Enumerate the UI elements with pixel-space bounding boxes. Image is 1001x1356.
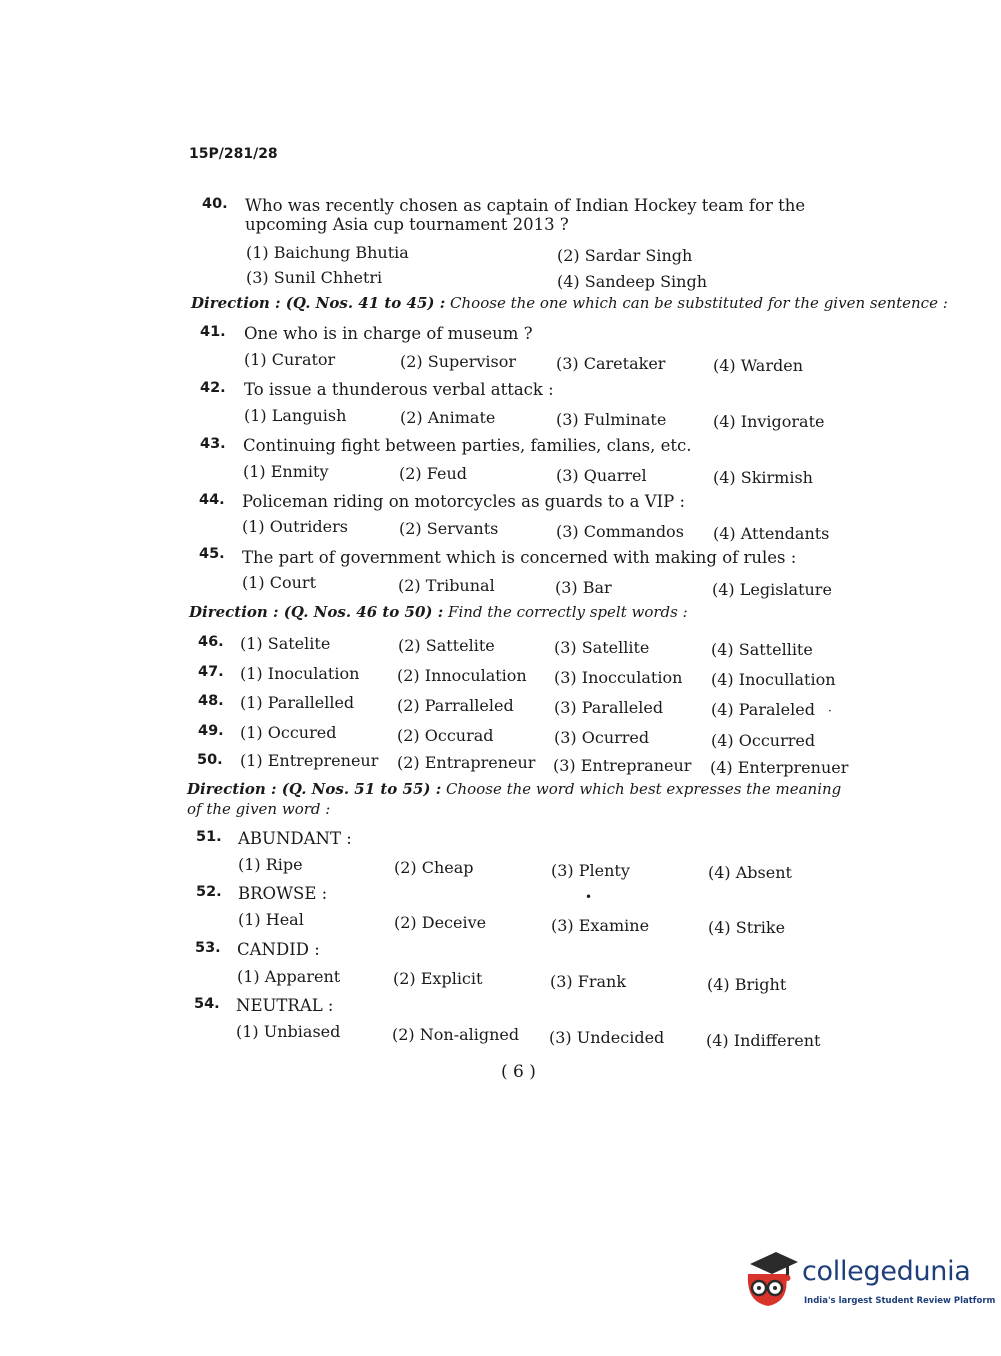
collegedunia-watermark xyxy=(742,1250,996,1320)
option: (2) Explicit xyxy=(393,969,483,988)
option: (1) Baichung Bhutia xyxy=(246,243,409,262)
question-number: 45. xyxy=(199,546,225,562)
question-text: Who was recently chosen as captain of Indian Hockey team for the upcoming Asia cup tournament 2013 ? xyxy=(245,196,806,234)
direction-text: Choose the one which can be substituted for the given sentence : xyxy=(450,294,948,312)
option: (4) Skirmish xyxy=(713,468,813,487)
option: (4) Sattellite xyxy=(711,640,813,659)
option: (1) Entrepreneur xyxy=(240,751,379,770)
option: (2) Non-aligned xyxy=(392,1025,520,1044)
option: (1) Parallelled xyxy=(240,693,355,712)
option: (1) Languish xyxy=(244,406,347,425)
option: (4) Attendants xyxy=(713,524,830,543)
option: (1) Ripe xyxy=(238,855,303,874)
option: (3) Commandos xyxy=(556,522,684,541)
question-number: 48. xyxy=(198,693,224,709)
option: (2) Sardar Singh xyxy=(557,246,693,265)
option: (1) Court xyxy=(242,573,317,592)
question-number: 53. xyxy=(195,940,221,956)
option: (2) Occurad xyxy=(397,726,494,745)
option: (3) Plenty xyxy=(551,861,630,880)
question-text: NEUTRAL : xyxy=(236,996,334,1015)
direction xyxy=(187,779,857,819)
option: (3) Entrepraneur xyxy=(553,756,692,775)
option: (2) Parralleled xyxy=(397,696,514,715)
question-number: 51. xyxy=(196,829,222,845)
question-number: 49. xyxy=(198,723,224,739)
option: (3) Frank xyxy=(550,972,627,991)
option: (2) Cheap xyxy=(394,858,474,877)
option: (1) Unbiased xyxy=(236,1022,341,1041)
question-text: CANDID : xyxy=(237,940,320,959)
option: (3) Examine xyxy=(551,916,650,935)
option: (2) Innoculation xyxy=(397,666,527,685)
option: (3) Paralleled xyxy=(554,698,664,717)
option: (1) Curator xyxy=(244,350,336,369)
option: (3) Satellite xyxy=(554,638,650,657)
option: (2) Deceive xyxy=(394,913,487,932)
question-text: The part of government which is concerned with making of rules : xyxy=(242,548,797,567)
option: (4) Warden xyxy=(713,356,804,375)
question-text: To issue a thunderous verbal attack : xyxy=(244,380,554,399)
option: (1) Occured xyxy=(240,723,337,742)
question-text: ABUNDANT : xyxy=(238,829,352,848)
option: (1) Outriders xyxy=(242,517,348,536)
option: (4) Inocullation xyxy=(711,670,836,689)
direction-label: Direction : (Q. Nos. 46 to 50) : xyxy=(189,603,444,621)
option: (3) Bar xyxy=(555,578,612,597)
option: (3) Sunil Chhetri xyxy=(246,268,383,287)
direction xyxy=(191,294,948,312)
direction-label: Direction : (Q. Nos. 51 to 55) : xyxy=(187,780,442,798)
question-number: 41. xyxy=(200,324,226,340)
option: (3) Fulminate xyxy=(556,410,667,429)
brand-name: collegedunia xyxy=(802,1256,971,1287)
question-number: 40. xyxy=(202,196,228,212)
option: (3) Undecided xyxy=(549,1028,665,1047)
option: (1) Enmity xyxy=(243,462,329,481)
question-text: Policeman riding on motorcycles as guards to a VIP : xyxy=(242,492,686,511)
mascot-icon xyxy=(742,1250,800,1312)
question-text: BROWSE : xyxy=(238,884,328,903)
question-number: 47. xyxy=(198,664,224,680)
option: (2) Supervisor xyxy=(400,352,517,371)
direction-text: Find the correctly spelt words : xyxy=(448,603,688,621)
option: (2) Feud xyxy=(399,464,467,483)
question-text: Continuing fight between parties, families, clans, etc. xyxy=(243,436,692,455)
question-number: 42. xyxy=(200,380,226,396)
question-number: 44. xyxy=(199,492,225,508)
question-text: One who is in charge of museum ? xyxy=(244,324,533,343)
question-number: 50. xyxy=(197,752,223,768)
option: (3) Inocculation xyxy=(554,668,683,687)
option: (2) Entrapreneur xyxy=(397,753,536,772)
question-number: 46. xyxy=(198,634,224,650)
question-number: 52. xyxy=(196,884,222,900)
option: (4) Invigorate xyxy=(713,412,825,431)
option: (3) Ocurred xyxy=(554,728,650,747)
option: (1) Heal xyxy=(238,910,304,929)
question-number: 54. xyxy=(194,996,220,1012)
option: (2) Sattelite xyxy=(398,636,495,655)
option: (1) Satelite xyxy=(240,634,331,653)
stray-mark: • xyxy=(585,890,593,904)
option: (4) Indifferent xyxy=(706,1031,821,1050)
option: (2) Tribunal xyxy=(398,576,495,595)
option: (4) Legislature xyxy=(712,580,832,599)
page-number: ( 6 ) xyxy=(501,1062,536,1082)
direction-label: Direction : (Q. Nos. 41 to 45) : xyxy=(191,294,446,312)
direction xyxy=(189,603,688,621)
option: (4) Strike xyxy=(708,918,786,937)
option: (4) Sandeep Singh xyxy=(557,272,707,291)
option: (3) Quarrel xyxy=(556,466,647,485)
option: (4) Paraleled xyxy=(711,700,815,719)
option: (4) Absent xyxy=(708,863,792,882)
direction-text: Choose the word which best expresses the meaning of the given word : xyxy=(187,780,842,818)
option: (4) Enterprenuer xyxy=(710,758,849,777)
option: (4) Bright xyxy=(707,975,787,994)
paper-code: 15P/281/28 xyxy=(189,146,278,162)
brand-tagline: India's largest Student Review Platform xyxy=(804,1296,996,1306)
option: (3) Caretaker xyxy=(556,354,666,373)
question-number: 43. xyxy=(200,436,226,452)
stray-mark: · xyxy=(828,704,832,718)
option: (4) Occurred xyxy=(711,731,816,750)
option: (2) Servants xyxy=(399,519,499,538)
option: (2) Animate xyxy=(400,408,496,427)
option: (1) Apparent xyxy=(237,967,341,986)
option: (1) Inoculation xyxy=(240,664,360,683)
